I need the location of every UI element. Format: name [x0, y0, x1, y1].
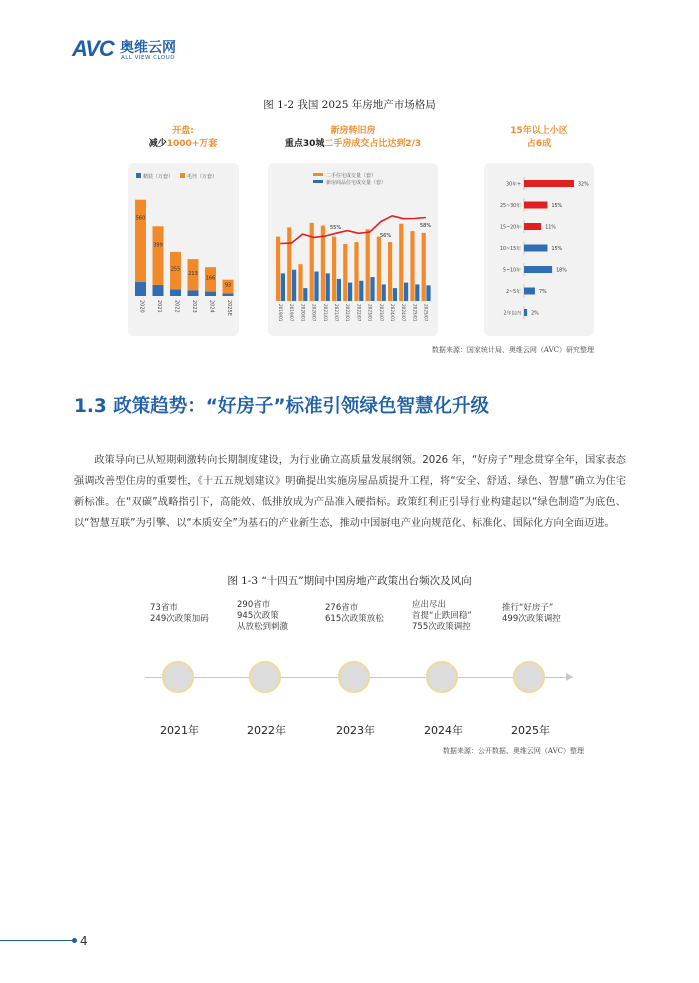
footer-dot — [72, 938, 77, 943]
bar-jingzhuang — [188, 290, 199, 296]
logo-mark: AVC — [72, 36, 114, 61]
bar-resale — [377, 237, 381, 301]
legend-swatch-maopi — [180, 173, 185, 178]
bar-resale — [276, 237, 280, 301]
timeline-year-2025: 2025年 — [511, 724, 550, 737]
bar-share — [524, 245, 547, 252]
timeline-note-2025 — [502, 603, 561, 625]
category-label: 25~30年 — [499, 204, 521, 209]
timeline-dot-2025 — [513, 661, 545, 693]
annotation-55: 55% — [330, 225, 342, 231]
legend-label-maopi: 毛坯（万套） — [187, 174, 218, 180]
category-label: 5~10年 — [503, 268, 521, 274]
timeline-note-line: 755次政策调控 — [412, 622, 471, 632]
legend-label-resale: 二手住宅成交量（套） — [326, 173, 377, 179]
bar-data-label: 15% — [551, 204, 563, 209]
timeline-note-line: 推行“好房子” — [502, 603, 554, 613]
bar-data-label: 32% — [578, 182, 589, 188]
x-tick-label: 2021/01 — [322, 304, 328, 322]
figure-1-title: 图 1-2 我国 2025 年房地产市场格局 — [263, 99, 436, 111]
panel-2-chart-card — [268, 163, 438, 336]
bar-share — [524, 288, 535, 295]
bar-share — [524, 309, 527, 316]
bar-data-label: 11% — [545, 225, 556, 231]
bar-new — [281, 273, 285, 301]
timeline-note-line: 945次政策 — [237, 611, 279, 621]
bar-data-label: 213 — [188, 270, 198, 277]
section-title: 1.3 政策趋势：“好房子”标准引领绿色智慧化升级 — [74, 396, 490, 417]
bar-jingzhuang — [135, 282, 146, 296]
panel-3-head-line1: 15年以上小区 — [510, 126, 568, 136]
bar-data-label: 7% — [538, 290, 547, 295]
bar-resale — [422, 233, 426, 301]
bar-data-label: 18% — [556, 268, 567, 274]
timeline-note-line: 从放松到刺激 — [237, 622, 289, 632]
x-tick-label: 2025/07 — [423, 304, 429, 322]
bar-share — [524, 202, 547, 209]
resale-share-line — [280, 216, 426, 244]
bar-jingzhuang — [223, 293, 234, 296]
building-age-bar-chart — [484, 163, 594, 336]
category-tick-label: 2021 — [156, 300, 162, 313]
category-label: 10~15年 — [499, 247, 521, 252]
timeline-note-2023 — [325, 603, 384, 625]
legend-swatch-resale — [313, 173, 323, 176]
bar-share — [524, 180, 574, 187]
bar-resale — [298, 264, 302, 301]
legend-swatch-new — [313, 180, 323, 183]
panel-2-head-prefix: 重点30城 — [284, 139, 325, 149]
bar-new — [314, 272, 318, 301]
x-tick-label: 2023/01 — [367, 304, 373, 322]
bar-data-label: 560 — [135, 215, 146, 222]
panel-1-head-highlight: 1000+万套 — [166, 139, 218, 149]
category-tick-label: 2023 — [191, 300, 197, 313]
timeline-note-line: 249次政策加码 — [150, 614, 209, 624]
category-tick-label: 2022 — [173, 300, 180, 313]
x-tick-label: 2025/01 — [412, 304, 418, 322]
bar-new — [393, 288, 397, 301]
x-tick-label: 2020/07 — [311, 304, 317, 322]
bar-new — [337, 279, 341, 301]
x-tick-label: 2022/01 — [345, 304, 351, 322]
category-label: 30年+ — [506, 182, 521, 188]
bar-new — [426, 285, 430, 301]
timeline-year-2021: 2021年 — [160, 724, 199, 737]
annotation-58: 58% — [420, 223, 432, 229]
figure-1-source: 数据来源：国家统计局、奥维云网（AVC）研究整理 — [431, 346, 594, 354]
bar-new — [348, 283, 352, 301]
page-number: 4 — [80, 934, 88, 948]
bar-new — [404, 283, 408, 301]
section-paragraph: 政策导向已从短期刺激转向长期制度建设，为行业确立高质量发展纲领。2026 年，“好房子”理念贯穿全年，国家表态强调改善型住房的重要性，《十五五规划建议》明确提出实施房屋品质提升工程，将“安全、舒适、绿色、智慧”确立为住宅新标准。在“双碳”战略指引下，高能效、低排放成为产品准入硬指标。政策红利正引导行业构建起以“绿色制造”为底色、以“智慧互联”为引擎、以“本质安全”为基石的产业新生态，推动中国厨电产业向规范化、标准化、国际化方向全面迈进。 — [74, 455, 626, 529]
bar-new — [292, 270, 296, 301]
panel-3-chart-card — [484, 163, 594, 336]
bar-resale — [366, 229, 370, 301]
timeline-note-2024 — [412, 600, 472, 633]
timeline-dot-2021 — [162, 661, 194, 693]
panel-2-head-line1: 新房转旧房 — [330, 126, 376, 136]
bar-data-label: 15% — [551, 247, 563, 252]
bar-jingzhuang — [153, 285, 164, 296]
x-tick-label: 2024/01 — [390, 304, 395, 322]
logo-chinese-name: 奥维云网 — [120, 40, 176, 56]
legend-swatch-jingzhuang — [136, 173, 141, 178]
bar-resale — [388, 242, 392, 301]
category-tick-label: 2025E — [226, 300, 232, 316]
bar-resale — [354, 242, 358, 301]
timeline-note-line: 73省市 — [150, 603, 178, 613]
opening-bar-chart — [128, 163, 239, 336]
bar-resale — [343, 244, 347, 301]
panel-1-head-prefix: 减少 — [148, 139, 167, 149]
x-tick-label: 2024/07 — [401, 304, 407, 322]
bar-resale — [332, 237, 336, 301]
logo-english-name: ALL VIEW CLOUD — [121, 55, 175, 61]
timeline-note-line: 499次政策调控 — [502, 614, 561, 624]
bar-jingzhuang — [170, 289, 181, 296]
panel-1-header — [128, 125, 238, 151]
category-label: 2年以内 — [503, 311, 521, 317]
bar-jingzhuang — [205, 292, 216, 296]
x-tick-label: 2019/01 — [278, 304, 283, 322]
x-tick-label: 2022/07 — [356, 304, 362, 322]
panel-2-head-highlight: 二手房成交占比达到2/3 — [324, 139, 422, 149]
bar-data-label: 255 — [170, 266, 181, 273]
timeline-note-line: 276省市 — [325, 603, 359, 613]
timeline-note-2021 — [150, 603, 209, 625]
timeline-note-2022 — [237, 600, 288, 633]
timeline-dot-2022 — [249, 661, 281, 693]
x-tick-label: 2023/07 — [378, 304, 384, 322]
category-label: 2~5年 — [506, 290, 521, 295]
timeline-note-line: 615次政策放松 — [325, 614, 384, 624]
category-tick-label: 2024 — [208, 300, 215, 313]
figure-2-source: 数据来源：公开数据、奥维云网（AVC）整理 — [442, 747, 584, 755]
bar-new — [415, 284, 419, 301]
panel-1-chart-card — [128, 163, 239, 336]
transaction-combo-chart — [268, 163, 438, 336]
panel-1-head-line1: 开盘: — [172, 126, 194, 136]
bar-resale — [310, 223, 314, 301]
bar-new — [359, 281, 363, 301]
category-tick-label: 2020 — [138, 300, 145, 313]
bar-data-label: 2% — [531, 311, 539, 317]
bar-new — [370, 277, 374, 301]
bar-data-label: 93 — [224, 282, 232, 289]
bar-maopi — [153, 226, 164, 285]
x-tick-label: 2021/07 — [334, 304, 339, 322]
bar-resale — [399, 224, 403, 301]
figure-2-title: 图 1-3 “十四五”期间中国房地产政策出台频次及风向 — [227, 575, 472, 587]
x-tick-label: 2019/07 — [289, 304, 295, 322]
legend-label-new: 新房商品住宅成交量（套） — [326, 180, 387, 186]
bar-data-label: 166 — [205, 275, 216, 282]
timeline-note-line: 290省市 — [237, 600, 271, 610]
bar-resale — [287, 227, 291, 301]
category-label: 15~20年 — [499, 225, 521, 231]
bar-new — [303, 288, 307, 301]
panel-3-header — [485, 125, 593, 151]
bar-data-label: 399 — [153, 242, 163, 249]
annotation-56: 56% — [380, 233, 392, 239]
timeline-note-line: 应出尽出 — [412, 600, 447, 610]
timeline-year-2024: 2024年 — [424, 724, 463, 737]
timeline-arrow-icon — [566, 673, 573, 681]
bar-share — [524, 266, 552, 273]
x-tick-label: 2020/01 — [300, 304, 306, 322]
legend-label-jingzhuang: 精装（万套） — [143, 174, 174, 180]
footer-rule — [0, 940, 74, 941]
panel-3-head-line2: 占6成 — [526, 139, 552, 149]
timeline-year-2023: 2023年 — [336, 724, 375, 737]
timeline-year-2022: 2022年 — [247, 724, 286, 737]
panel-2-header — [268, 125, 438, 151]
timeline-dot-2024 — [426, 661, 458, 693]
bar-resale — [410, 231, 414, 301]
bar-maopi — [135, 200, 146, 282]
timeline-dot-2023 — [338, 661, 370, 693]
bar-share — [524, 223, 541, 230]
bar-new — [382, 284, 386, 301]
timeline-note-line: 首提“止跌回稳” — [412, 611, 472, 621]
bar-new — [326, 273, 330, 301]
